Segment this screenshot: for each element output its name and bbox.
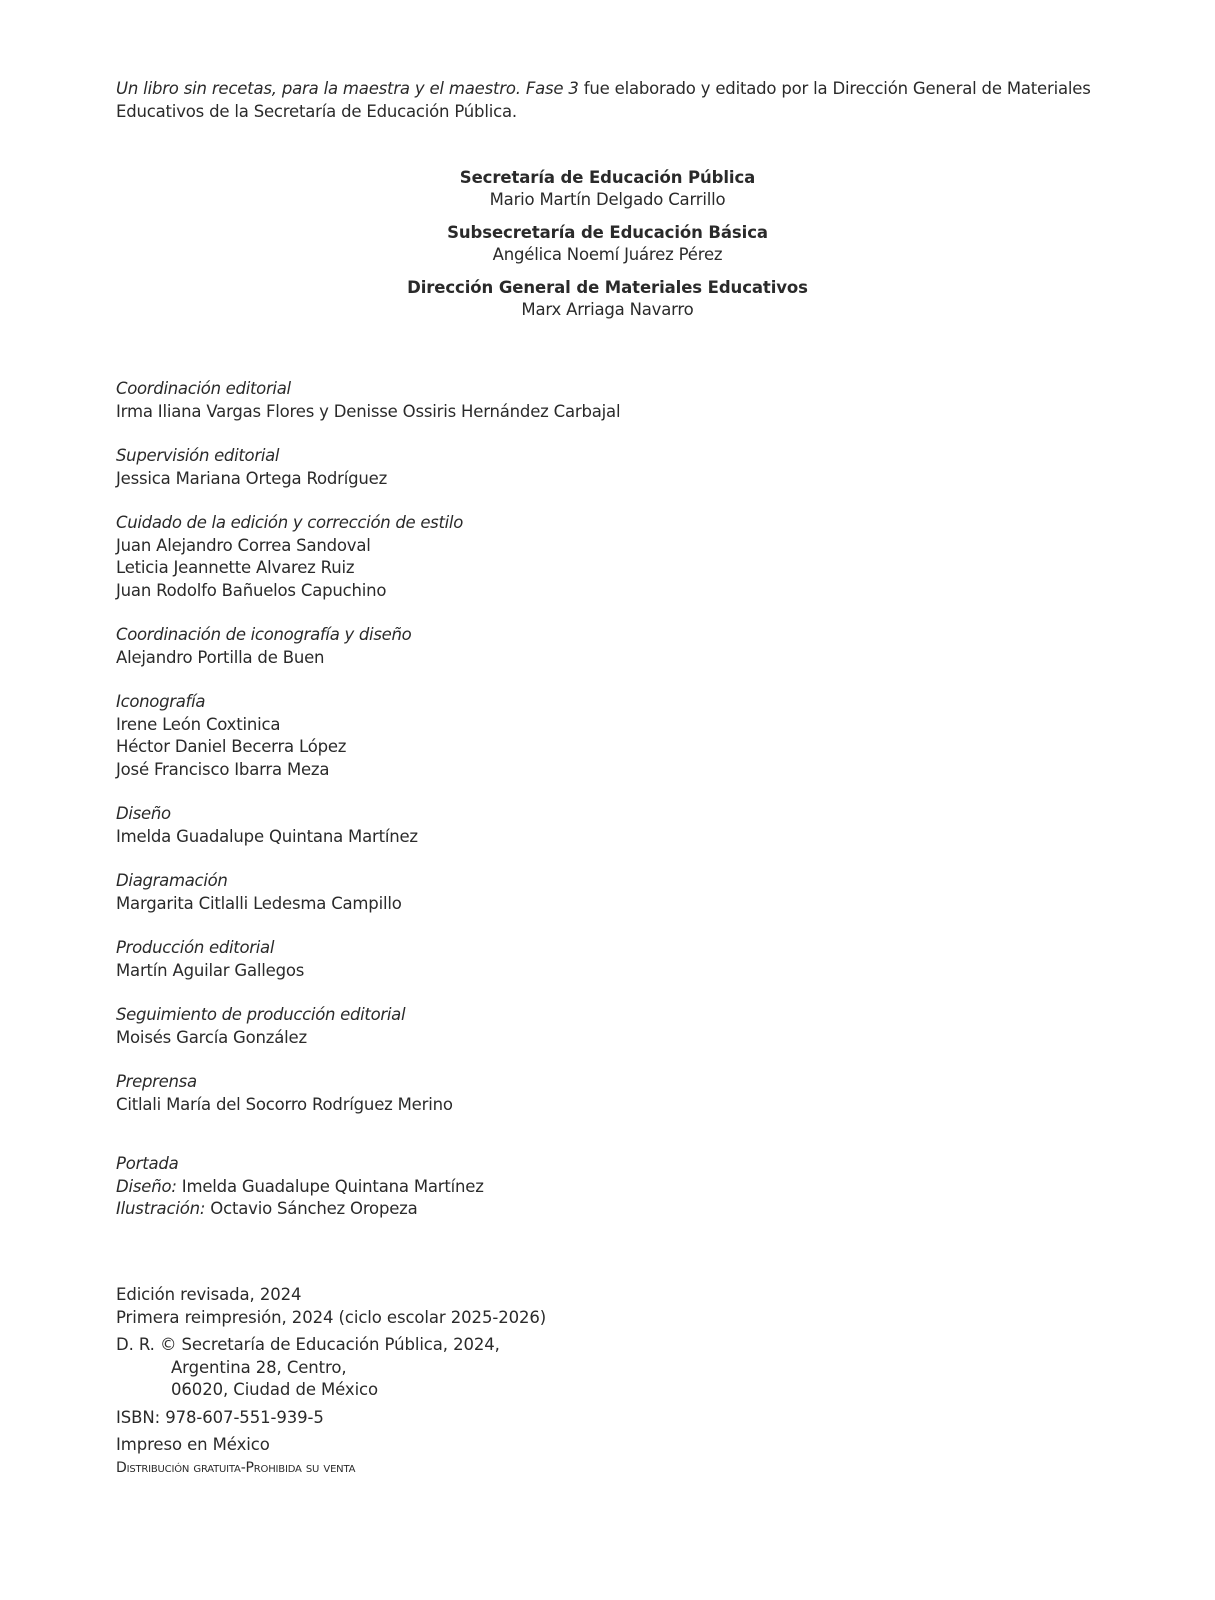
credit-role: Seguimiento de producción editorial bbox=[116, 1005, 406, 1024]
printed-line: Impreso en México bbox=[116, 1435, 270, 1454]
isbn-line: ISBN: 978-607-551-939-5 bbox=[116, 1407, 324, 1427]
credit-role: Preprensa bbox=[116, 1072, 197, 1091]
edition-line: Edición revisada, 2024 bbox=[116, 1285, 302, 1304]
authority-person: Angélica Noemí Juárez Pérez bbox=[492, 245, 723, 264]
credit-name: Margarita Citlalli Ledesma Campillo bbox=[116, 893, 402, 913]
intro-paragraph bbox=[116, 77, 1096, 123]
credit-coordinacion-iconografia bbox=[116, 624, 1016, 669]
credit-coordinacion-editorial bbox=[116, 378, 1016, 423]
credit-role: Iconografía bbox=[116, 692, 206, 711]
credit-iconografia bbox=[116, 691, 1016, 781]
credit-role: Supervisión editorial bbox=[116, 446, 280, 465]
credit-role: Diagramación bbox=[116, 871, 228, 890]
book-title: Un libro sin recetas, para la maestra y el maestro. Fase 3 bbox=[116, 79, 579, 98]
address-line: 06020, Ciudad de México bbox=[171, 1380, 379, 1399]
authority-seb bbox=[0, 221, 1215, 266]
credit-preprensa bbox=[116, 1071, 1016, 1116]
cover-heading: Portada bbox=[116, 1154, 179, 1173]
credit-name: Martín Aguilar Gallegos bbox=[116, 960, 305, 980]
colophon bbox=[116, 1284, 1016, 1479]
cover-design-name: Imelda Guadalupe Quintana Martínez bbox=[176, 1176, 484, 1196]
rights-line: D. R. © Secretaría de Educación Pública, 2024, bbox=[116, 1335, 500, 1354]
authority-person: Marx Arriaga Navarro bbox=[521, 300, 694, 319]
credit-name: Juan Rodolfo Bañuelos Capuchino bbox=[116, 580, 387, 600]
credit-diagramacion bbox=[116, 870, 1016, 915]
credit-name: Alejandro Portilla de Buen bbox=[116, 647, 325, 667]
authority-sep bbox=[0, 166, 1215, 211]
credit-role: Coordinación editorial bbox=[116, 379, 291, 398]
credit-name: Citlali María del Socorro Rodríguez Merino bbox=[116, 1094, 453, 1114]
credit-role: Diseño bbox=[116, 804, 171, 823]
credit-name: Leticia Jeannette Alvarez Ruiz bbox=[116, 558, 355, 577]
cover-credits bbox=[116, 1153, 1016, 1221]
credit-name: Imelda Guadalupe Quintana Martínez bbox=[116, 826, 418, 846]
credit-diseno bbox=[116, 803, 1016, 848]
credit-produccion-editorial bbox=[116, 937, 1016, 982]
credit-name: Moisés García González bbox=[116, 1027, 307, 1047]
reprint-line: Primera reimpresión, 2024 (ciclo escolar 2025-2026) bbox=[116, 1307, 547, 1327]
cover-illustration-label: Ilustración: bbox=[116, 1199, 206, 1218]
credit-role: Coordinación de iconografía y diseño bbox=[116, 625, 412, 644]
address-line: Argentina 28, Centro, bbox=[171, 1357, 347, 1377]
credit-name: Héctor Daniel Becerra López bbox=[116, 737, 347, 756]
cover-illustration-name: Octavio Sánchez Oropeza bbox=[205, 1199, 418, 1218]
credit-name: Jessica Mariana Ortega Rodríguez bbox=[116, 468, 388, 488]
credit-name: Juan Alejandro Correa Sandoval bbox=[116, 535, 371, 555]
authority-org: Subsecretaría de Educación Básica bbox=[447, 223, 768, 242]
authority-dgme bbox=[0, 276, 1215, 321]
credit-role: Producción editorial bbox=[116, 938, 275, 957]
intro-text: fue elaborado y editado por la Dirección General de Materiales Educativos de la Secretaría de Educación Pública. bbox=[116, 79, 1091, 121]
credit-cuidado-edicion bbox=[116, 512, 1016, 602]
credit-name: José Francisco Ibarra Meza bbox=[116, 759, 330, 779]
authority-person: Mario Martín Delgado Carrillo bbox=[489, 190, 726, 209]
authority-org: Secretaría de Educación Pública bbox=[459, 168, 756, 187]
cover-design-label: Diseño: bbox=[116, 1176, 177, 1196]
cover-design-line bbox=[116, 1176, 1016, 1199]
distribution-notice: Distribución gratuita-Prohibida su venta bbox=[116, 1459, 356, 1476]
credit-name: Irene León Coxtinica bbox=[116, 714, 281, 734]
credit-role: Cuidado de la edición y corrección de estilo bbox=[116, 513, 464, 532]
credit-seguimiento-produccion bbox=[116, 1004, 1016, 1049]
credit-name: Irma Iliana Vargas Flores y Denisse Ossiris Hernández Carbajal bbox=[116, 401, 621, 421]
credits-list bbox=[116, 378, 1016, 1138]
credit-supervision-editorial bbox=[116, 445, 1016, 490]
cover-illustration-line bbox=[116, 1198, 1016, 1221]
authorities-block bbox=[0, 166, 1215, 331]
authority-org: Dirección General de Materiales Educativos bbox=[407, 278, 808, 297]
